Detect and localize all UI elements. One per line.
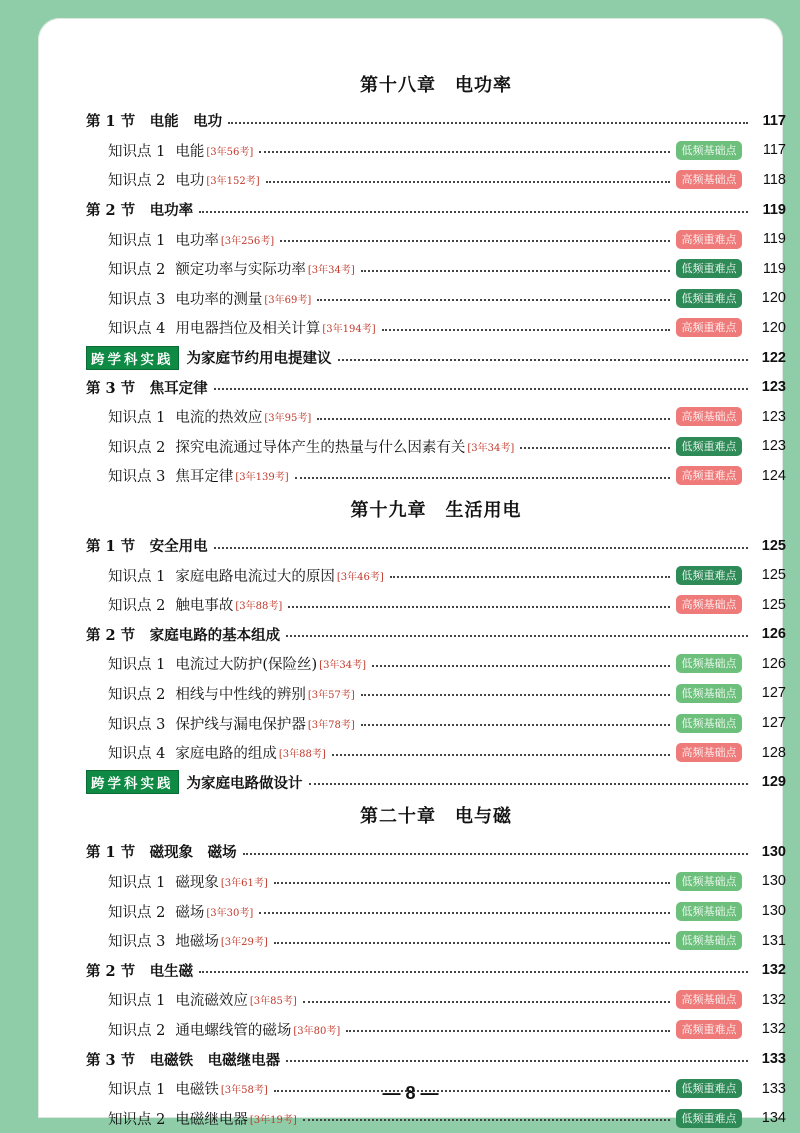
knowledge-point-number: 知识点 1 xyxy=(108,568,166,585)
toc-section-row[interactable] xyxy=(86,372,786,402)
leader-dots xyxy=(317,299,670,301)
difficulty-badge: 低频基础点 xyxy=(676,931,742,950)
leader-dots xyxy=(243,853,748,855)
exam-frequency: [3年256考] xyxy=(220,235,275,247)
toc-knowledge-point-row[interactable] xyxy=(86,738,786,768)
toc-knowledge-point-row[interactable] xyxy=(86,284,786,314)
knowledge-point-number: 知识点 2 xyxy=(108,262,166,279)
knowledge-point-number: 知识点 4 xyxy=(108,321,166,338)
leader-dots xyxy=(361,270,670,272)
difficulty-badge: 低频重难点 xyxy=(676,1079,742,1098)
chapter-title: 第十八章 电功率 xyxy=(360,75,512,96)
chapter-title: 第十九章 生活用电 xyxy=(350,499,522,521)
leader-dots xyxy=(286,1060,748,1062)
toc-knowledge-point-row[interactable] xyxy=(86,985,786,1015)
knowledge-point-number: 知识点 2 xyxy=(108,598,166,615)
knowledge-point-title: 保护线与漏电保护器 xyxy=(175,716,306,733)
exam-frequency: [3年34考] xyxy=(307,265,355,277)
page-ref: 126 xyxy=(761,655,786,672)
leader-dots xyxy=(266,181,670,183)
knowledge-point-number: 知识点 1 xyxy=(108,874,166,891)
page-ref: 131 xyxy=(761,932,786,949)
exam-frequency: [3年152考] xyxy=(206,176,260,188)
section-label: 第 1 节 磁现象 磁场 xyxy=(86,844,237,862)
page-ref: 120 xyxy=(761,319,786,336)
leader-dots xyxy=(280,240,670,242)
toc-knowledge-point-row[interactable] xyxy=(86,1103,786,1133)
toc-section-row[interactable] xyxy=(86,955,786,985)
toc-knowledge-point-row[interactable] xyxy=(86,313,786,343)
toc-practice-row[interactable] xyxy=(86,343,786,373)
leader-dots xyxy=(288,606,670,608)
leader-dots xyxy=(259,151,670,153)
knowledge-point-number: 知识点 1 xyxy=(108,657,166,674)
knowledge-point-title: 电磁继电器 xyxy=(175,1111,248,1128)
knowledge-point-title: 电流过大防护(保险丝) xyxy=(175,657,318,674)
toc-section-row[interactable] xyxy=(86,531,786,561)
leader-dots xyxy=(346,1030,670,1032)
leader-dots xyxy=(372,665,670,667)
section-label: 第 2 节 电生磁 xyxy=(86,962,194,980)
knowledge-point-title: 电磁铁 xyxy=(175,1082,219,1099)
knowledge-point-title: 额定功率与实际功率 xyxy=(175,262,306,279)
difficulty-badge: 高频基础点 xyxy=(676,990,742,1009)
practice-badge: 跨学科实践 xyxy=(86,770,179,794)
leader-dots xyxy=(214,547,748,549)
knowledge-point-title: 磁场 xyxy=(175,904,205,921)
knowledge-point-title: 通电螺线管的磁场 xyxy=(175,1022,292,1039)
table-of-contents xyxy=(86,66,786,1133)
exam-frequency: [3年85考] xyxy=(249,996,297,1008)
exam-frequency: [3年57考] xyxy=(307,689,355,701)
knowledge-point-title: 焦耳定律 xyxy=(175,469,234,486)
page-ref: 122 xyxy=(761,349,786,366)
knowledge-point-number: 知识点 1 xyxy=(108,1082,166,1099)
page-ref: 127 xyxy=(761,715,786,732)
leader-dots xyxy=(520,447,670,449)
exam-frequency: [3年58考] xyxy=(220,1085,268,1097)
knowledge-point-number: 知识点 2 xyxy=(108,439,166,456)
difficulty-badge: 低频基础点 xyxy=(676,684,742,703)
page-ref: 132 xyxy=(761,1021,786,1038)
knowledge-point-number: 知识点 3 xyxy=(108,716,166,733)
section-label: 第 2 节 家庭电路的基本组成 xyxy=(86,626,281,644)
toc-section-row[interactable] xyxy=(86,195,786,225)
toc-knowledge-point-row[interactable] xyxy=(86,136,786,166)
exam-frequency: [3年46考] xyxy=(336,571,384,583)
knowledge-point-number: 知识点 2 xyxy=(108,173,166,190)
knowledge-point-title: 电能 xyxy=(175,143,205,160)
page-ref: 117 xyxy=(762,112,786,129)
toc-knowledge-point-row[interactable] xyxy=(86,590,786,620)
section-label: 第 1 节 安全用电 xyxy=(86,538,208,556)
leader-dots xyxy=(361,724,670,726)
page-ref: 133 xyxy=(761,1051,786,1068)
page-ref: 123 xyxy=(761,438,786,455)
difficulty-badge: 高频重难点 xyxy=(676,230,742,249)
page-ref: 125 xyxy=(761,567,786,584)
knowledge-point-title: 电功率 xyxy=(175,232,219,249)
difficulty-badge: 低频重难点 xyxy=(676,289,742,308)
knowledge-point-title: 家庭电路电流过大的原因 xyxy=(175,568,335,585)
difficulty-badge: 高频重难点 xyxy=(676,318,742,337)
knowledge-point-title: 地磁场 xyxy=(175,934,219,951)
practice-badge: 跨学科实践 xyxy=(86,346,179,370)
page-ref: 132 xyxy=(761,991,786,1008)
toc-knowledge-point-row[interactable] xyxy=(86,708,786,738)
knowledge-point-title: 触电事故 xyxy=(175,598,234,615)
toc-section-row[interactable] xyxy=(86,1044,786,1074)
leader-dots xyxy=(214,388,748,390)
knowledge-point-title: 电流磁效应 xyxy=(175,993,248,1010)
page-ref: 130 xyxy=(761,873,786,890)
leader-dots xyxy=(199,211,748,213)
exam-frequency: [3年19考] xyxy=(249,1114,297,1126)
toc-knowledge-point-row[interactable] xyxy=(86,649,786,679)
difficulty-badge: 低频重难点 xyxy=(676,259,742,278)
page-ref: 126 xyxy=(761,626,786,643)
toc-knowledge-point-row[interactable] xyxy=(86,224,786,254)
leader-dots xyxy=(303,1001,670,1003)
leader-dots xyxy=(361,694,670,696)
knowledge-point-title: 磁现象 xyxy=(175,874,219,891)
leader-dots xyxy=(390,576,670,578)
knowledge-point-number: 知识点 2 xyxy=(108,686,166,703)
page-ref: 123 xyxy=(761,379,786,396)
toc-page xyxy=(38,18,786,1128)
knowledge-point-title: 电流的热效应 xyxy=(175,410,263,427)
leader-dots xyxy=(295,477,670,479)
difficulty-badge: 高频基础点 xyxy=(676,595,742,614)
section-label: 第 1 节 电能 电功 xyxy=(86,113,223,131)
toc-knowledge-point-row[interactable] xyxy=(86,896,786,926)
toc-knowledge-point-row[interactable] xyxy=(86,461,786,491)
section-label: 第 2 节 电功率 xyxy=(86,202,194,220)
exam-frequency: [3年88考] xyxy=(278,749,326,761)
exam-frequency: [3年69考] xyxy=(264,294,312,306)
knowledge-point-number: 知识点 2 xyxy=(108,1111,166,1128)
toc-knowledge-point-row[interactable] xyxy=(86,1015,786,1045)
toc-section-row[interactable] xyxy=(86,106,786,136)
toc-knowledge-point-row[interactable] xyxy=(86,402,786,432)
page-ref: 127 xyxy=(761,685,786,702)
knowledge-point-number: 知识点 3 xyxy=(108,291,166,308)
difficulty-badge: 低频重难点 xyxy=(676,437,742,456)
exam-frequency: [3年88考] xyxy=(235,601,283,613)
difficulty-badge: 高频基础点 xyxy=(676,170,742,189)
leader-dots xyxy=(259,912,670,914)
page-ref: 118 xyxy=(762,171,786,188)
page-ref: 124 xyxy=(761,467,786,484)
knowledge-point-title: 探究电流通过导体产生的热量与什么因素有关 xyxy=(175,439,466,456)
knowledge-point-number: 知识点 4 xyxy=(108,746,166,763)
page-ref: 119 xyxy=(762,260,786,277)
page-ref: 119 xyxy=(762,201,786,218)
leader-dots xyxy=(303,1119,670,1121)
exam-frequency: [3年61考] xyxy=(220,877,268,889)
exam-frequency: [3年30考] xyxy=(206,907,254,919)
page-ref: 125 xyxy=(761,537,786,554)
knowledge-point-number: 知识点 3 xyxy=(108,934,166,951)
toc-knowledge-point-row[interactable] xyxy=(86,679,786,709)
practice-label: 为家庭节约用电提建议 xyxy=(186,351,332,368)
toc-knowledge-point-row[interactable] xyxy=(86,560,786,590)
exam-frequency: [3年34考] xyxy=(467,442,515,454)
toc-knowledge-point-row[interactable] xyxy=(86,254,786,284)
page-ref: 125 xyxy=(761,596,786,613)
chapter-title: 第二十章 电与磁 xyxy=(360,806,512,828)
leader-dots xyxy=(228,122,748,124)
leader-dots xyxy=(338,359,749,361)
page-ref: 133 xyxy=(761,1080,786,1097)
knowledge-point-title: 相线与中性线的辨别 xyxy=(175,686,306,703)
page-ref: 119 xyxy=(762,231,786,248)
knowledge-point-number: 知识点 2 xyxy=(108,904,166,921)
page-ref: 134 xyxy=(761,1110,786,1127)
difficulty-badge: 低频基础点 xyxy=(676,872,742,891)
knowledge-point-number: 知识点 1 xyxy=(108,232,166,249)
exam-frequency: [3年194考] xyxy=(322,324,376,336)
toc-section-row[interactable] xyxy=(86,837,786,867)
exam-frequency: [3年56考] xyxy=(206,146,254,158)
difficulty-badge: 低频基础点 xyxy=(676,141,742,160)
page-ref: 120 xyxy=(761,290,786,307)
knowledge-point-title: 电功率的测量 xyxy=(175,291,263,308)
leader-dots xyxy=(332,754,670,756)
difficulty-badge: 高频基础点 xyxy=(676,407,742,426)
difficulty-badge: 低频基础点 xyxy=(676,714,742,733)
knowledge-point-title: 家庭电路的组成 xyxy=(175,746,277,763)
leader-dots xyxy=(317,418,670,420)
knowledge-point-number: 知识点 3 xyxy=(108,469,166,486)
toc-practice-row[interactable] xyxy=(86,767,786,797)
exam-frequency: [3年29考] xyxy=(220,937,268,949)
leader-dots xyxy=(199,971,748,973)
exam-frequency: [3年95考] xyxy=(264,413,312,425)
difficulty-badge: 低频重难点 xyxy=(676,566,742,585)
difficulty-badge: 低频基础点 xyxy=(676,654,742,673)
toc-knowledge-point-row[interactable] xyxy=(86,165,786,195)
difficulty-badge: 高频基础点 xyxy=(676,743,742,762)
knowledge-point-number: 知识点 1 xyxy=(108,143,166,160)
toc-knowledge-point-row[interactable] xyxy=(86,867,786,897)
leader-dots xyxy=(274,942,670,944)
knowledge-point-title: 用电器挡位及相关计算 xyxy=(175,321,321,338)
page-ref: 117 xyxy=(762,142,786,159)
leader-dots xyxy=(274,882,670,884)
page-ref: 123 xyxy=(761,408,786,425)
page-number: — 8 — xyxy=(382,1083,439,1103)
leader-dots xyxy=(382,329,670,331)
page-ref: 130 xyxy=(761,843,786,860)
exam-frequency: [3年78考] xyxy=(307,719,355,731)
difficulty-badge: 低频重难点 xyxy=(676,1109,742,1128)
exam-frequency: [3年80考] xyxy=(293,1025,341,1037)
practice-label: 为家庭电路做设计 xyxy=(186,775,303,792)
leader-dots xyxy=(286,635,748,637)
difficulty-badge: 低频基础点 xyxy=(676,902,742,921)
knowledge-point-number: 知识点 1 xyxy=(108,410,166,427)
page-ref: 132 xyxy=(761,962,786,979)
section-label: 第 3 节 电磁铁 电磁继电器 xyxy=(86,1051,281,1069)
toc-section-row[interactable] xyxy=(86,620,786,650)
page-ref: 129 xyxy=(761,774,786,791)
knowledge-point-number: 知识点 1 xyxy=(108,993,166,1010)
page-ref: 130 xyxy=(761,903,786,920)
knowledge-point-number: 知识点 2 xyxy=(108,1022,166,1039)
page-ref: 128 xyxy=(761,744,786,761)
toc-knowledge-point-row[interactable] xyxy=(86,432,786,462)
difficulty-badge: 高频重难点 xyxy=(676,466,742,485)
section-label: 第 3 节 焦耳定律 xyxy=(86,379,208,397)
exam-frequency: [3年139考] xyxy=(235,472,289,484)
difficulty-badge: 高频重难点 xyxy=(676,1020,742,1039)
toc-knowledge-point-row[interactable] xyxy=(86,926,786,956)
knowledge-point-title: 电功 xyxy=(175,173,205,190)
leader-dots xyxy=(309,783,749,785)
exam-frequency: [3年34考] xyxy=(319,660,367,672)
